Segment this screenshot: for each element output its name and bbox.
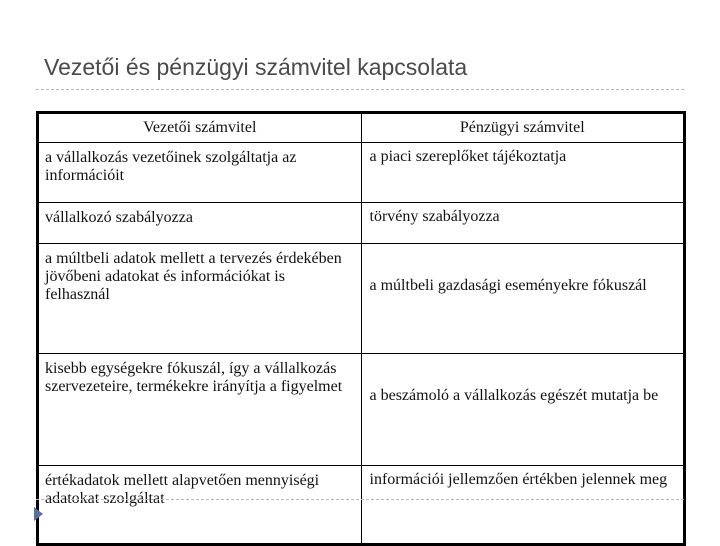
table-cell-management: értékadatok mellett alapvetően mennyiségi adatokat szolgáltat bbox=[38, 466, 362, 545]
table-row bbox=[38, 354, 685, 466]
table-cell-management: vállalkozó szabályozza bbox=[38, 203, 362, 244]
table-cell-financial: a beszámoló a vállalkozás egészét mutatja be bbox=[361, 354, 685, 466]
table-cell-financial: a piaci szereplőket tájékoztatja bbox=[361, 143, 685, 203]
comparison-table bbox=[36, 111, 686, 546]
table-cell-management: a múltbeli adatok mellett a tervezés érdekében jövőbeni adatokat és információkat is felhasznál bbox=[38, 244, 362, 354]
table-row bbox=[38, 203, 685, 244]
table-row bbox=[38, 244, 685, 354]
table-cell-financial: a múltbeli gazdasági eseményekre fókuszál bbox=[361, 244, 685, 354]
table-row bbox=[38, 466, 685, 545]
bullet-arrow-icon bbox=[34, 507, 43, 521]
header-management-accounting: Vezetői számvitel bbox=[38, 113, 362, 143]
table-header-row bbox=[38, 113, 685, 143]
slide-title: Vezetői és pénzügyi számvitel kapcsolata bbox=[44, 54, 468, 80]
title-divider bbox=[36, 89, 684, 90]
table-cell-management: kisebb egységekre fókuszál, így a vállalkozás szervezeteire, termékekre irányítja a figyelmet bbox=[38, 354, 362, 466]
table-cell-financial: információi jellemzően értékben jelennek meg bbox=[361, 466, 685, 545]
table-row bbox=[38, 143, 685, 203]
footer-divider bbox=[36, 499, 684, 500]
table-cell-financial: törvény szabályozza bbox=[361, 203, 685, 244]
header-financial-accounting: Pénzügyi számvitel bbox=[361, 113, 685, 143]
table-cell-management: a vállalkozás vezetőinek szolgáltatja az információit bbox=[38, 143, 362, 203]
